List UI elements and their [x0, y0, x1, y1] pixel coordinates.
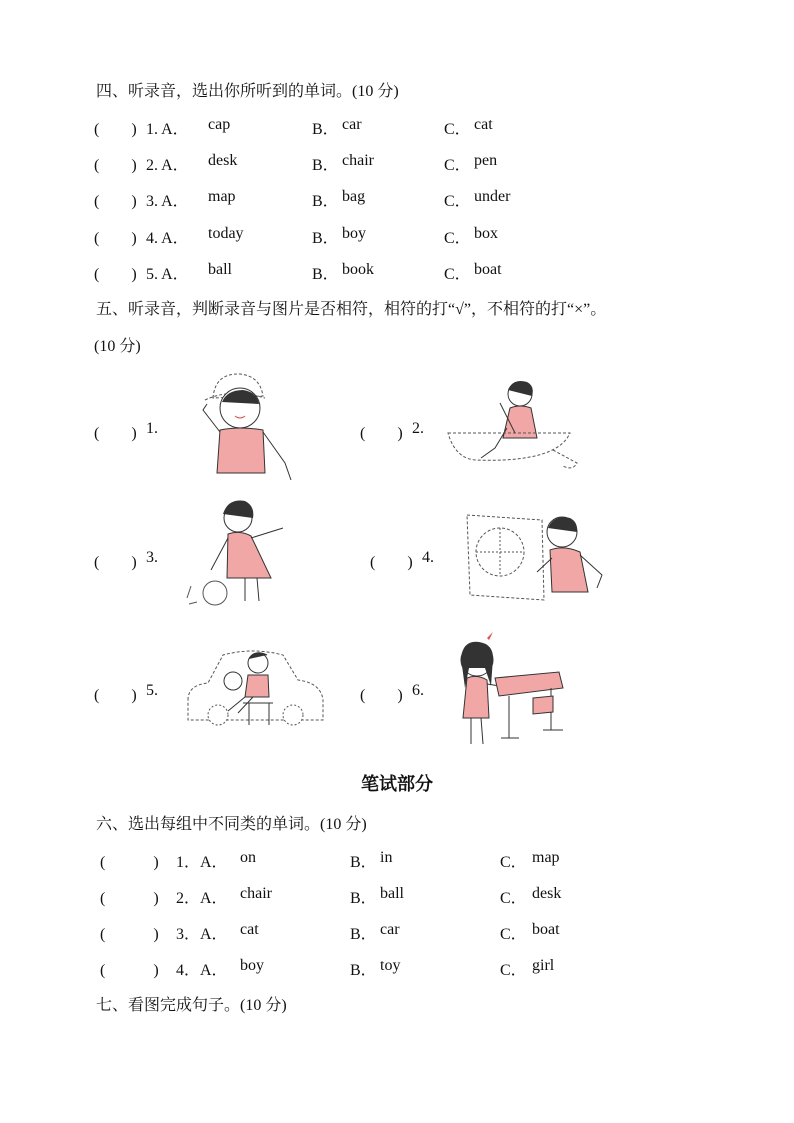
option-c-label: C． [444, 266, 471, 283]
option-c-label: C． [444, 193, 471, 210]
option-c: girl [532, 957, 555, 974]
answer-blank[interactable]: ( ) [94, 425, 137, 442]
option-c: box [474, 225, 498, 242]
written-part-title: 笔试部分 [361, 774, 433, 795]
section7-heading: 七、看图完成句子。(10 分) [96, 997, 287, 1014]
question-number: 3. A． [146, 193, 189, 210]
option-b: car [342, 116, 362, 133]
section6-heading: 六、选出每组中不同类的单词。(10 分) [96, 816, 367, 833]
answer-blank[interactable]: ( ) [94, 687, 137, 704]
listening-question-3 [94, 188, 694, 210]
option-c: map [532, 849, 560, 866]
option-c-label: C． [444, 157, 471, 174]
answer-blank[interactable]: ( ) [100, 962, 159, 979]
option-a: cat [240, 921, 259, 938]
answer-blank[interactable]: ( ) [94, 266, 137, 283]
answer-blank[interactable]: ( ) [94, 121, 137, 138]
answer-blank[interactable]: ( ) [370, 554, 413, 571]
question-number: 1. [146, 420, 158, 437]
option-c-label: C． [444, 230, 471, 247]
listening-question-4 [94, 225, 694, 247]
option-b-label: B． [350, 962, 377, 979]
question-number: 2．A． [176, 890, 228, 907]
option-b: book [342, 261, 374, 278]
option-b-label: B． [312, 230, 339, 247]
question-number: 4. [422, 549, 434, 566]
option-b-label: B． [350, 890, 377, 907]
option-b: car [380, 921, 400, 938]
option-b-label: B． [312, 157, 339, 174]
odd-one-out-question-4 [100, 957, 700, 979]
girl-with-cap-picture [185, 368, 295, 486]
question-number: 4．A． [176, 962, 228, 979]
girl-with-ball-picture [183, 498, 293, 608]
option-c-label: C． [500, 890, 527, 907]
option-a: chair [240, 885, 272, 902]
answer-blank[interactable]: ( ) [94, 554, 137, 571]
option-a: today [208, 225, 244, 242]
option-b-label: B． [312, 121, 339, 138]
section5-heading: 五、听录音，判断录音与图片是否相符，相符的打“√”，不相符的打“×”。 [96, 301, 607, 318]
option-a: boy [240, 957, 264, 974]
option-b: ball [380, 885, 404, 902]
option-c-label: C． [500, 962, 527, 979]
listening-question-2 [94, 152, 694, 174]
girl-in-boat-picture [445, 378, 580, 473]
section4-heading: 四、听录音，选出你所听到的单词。(10 分) [96, 83, 399, 100]
option-c: under [474, 188, 511, 205]
option-b: toy [380, 957, 401, 974]
option-c-label: C． [444, 121, 471, 138]
option-b-label: B． [312, 266, 339, 283]
answer-blank[interactable]: ( ) [360, 687, 403, 704]
answer-blank[interactable]: ( ) [94, 230, 137, 247]
question-number: 3．A． [176, 926, 228, 943]
odd-one-out-question-3 [100, 921, 700, 943]
option-a: on [240, 849, 256, 866]
option-b: chair [342, 152, 374, 169]
option-b-label: B． [312, 193, 339, 210]
option-c: desk [532, 885, 562, 902]
boy-with-map-picture [462, 510, 612, 610]
option-b: in [380, 849, 393, 866]
girl-at-desk-picture [455, 626, 567, 752]
listening-question-1 [94, 116, 694, 138]
question-number: 4. A． [146, 230, 189, 247]
answer-blank[interactable]: ( ) [100, 926, 159, 943]
option-b: bag [342, 188, 366, 205]
boy-in-car-picture [183, 645, 326, 735]
question-number: 1. A． [146, 121, 189, 138]
option-c: boat [532, 921, 560, 938]
option-a: ball [208, 261, 232, 278]
answer-blank[interactable]: ( ) [94, 193, 137, 210]
answer-blank[interactable]: ( ) [360, 425, 403, 442]
option-b-label: B． [350, 926, 377, 943]
option-a: desk [208, 152, 238, 169]
answer-blank[interactable]: ( ) [100, 890, 159, 907]
question-number: 3. [146, 549, 158, 566]
answer-blank[interactable]: ( ) [94, 157, 137, 174]
question-number: 6. [412, 682, 424, 699]
option-c-label: C． [500, 926, 527, 943]
question-number: 1．A． [176, 854, 228, 871]
answer-blank[interactable]: ( ) [100, 854, 159, 871]
section5-points: (10 分) [94, 338, 141, 355]
odd-one-out-question-2 [100, 885, 700, 907]
listening-question-5 [94, 261, 694, 283]
question-number: 5. A． [146, 266, 189, 283]
option-a: cap [208, 116, 231, 133]
option-c-label: C． [500, 854, 527, 871]
option-b: boy [342, 225, 366, 242]
option-c: cat [474, 116, 493, 133]
question-number: 2. [412, 420, 424, 437]
question-number: 5. [146, 682, 158, 699]
option-c: pen [474, 152, 498, 169]
option-b-label: B． [350, 854, 377, 871]
odd-one-out-question-1 [100, 849, 700, 871]
option-a: map [208, 188, 236, 205]
option-c: boat [474, 261, 502, 278]
question-number: 2. A． [146, 157, 189, 174]
